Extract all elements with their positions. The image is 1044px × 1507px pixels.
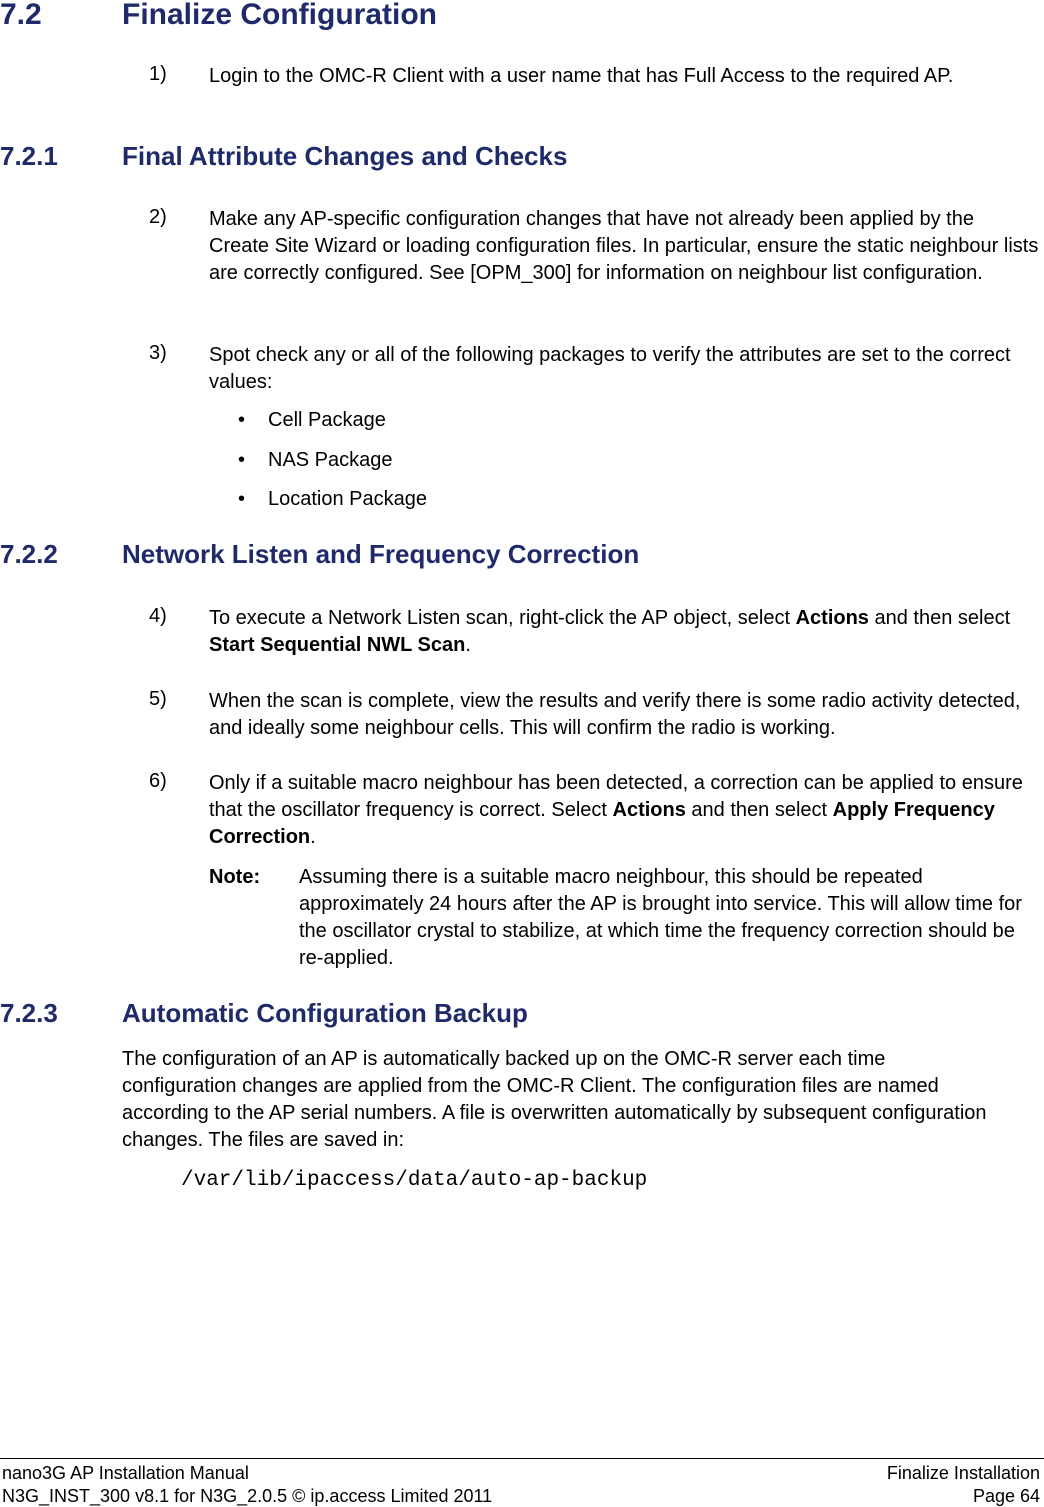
section-number: 7.2 <box>0 0 42 31</box>
step-number: 4) <box>149 605 167 627</box>
step-text: Login to the OMC-R Client with a user name that has Full Access to the required AP. <box>209 65 954 87</box>
step-number: 1) <box>149 63 167 85</box>
bullet-icon: • <box>238 449 246 471</box>
menu-term: Start Sequential NWL Scan <box>209 634 466 656</box>
step-text: When the scan is complete, view the results and verify there is some radio activity detected, and ideally some neighbour cells. This will confirm the radio is working. <box>209 690 1021 739</box>
step-number: 2) <box>149 206 167 228</box>
step-number: 5) <box>149 688 167 710</box>
menu-term: Apply Frequency Correction <box>209 799 995 848</box>
menu-term: Actions <box>612 799 686 821</box>
step-number: 3) <box>149 342 167 364</box>
section-title: Finalize Configuration <box>122 0 437 31</box>
note-label: Note: <box>209 866 261 888</box>
subsection-number: 7.2.3 <box>0 998 58 1028</box>
footer-divider <box>0 1458 1044 1459</box>
list-item: NAS Package <box>268 449 393 471</box>
footer-doc-title: nano3G AP Installation Manual <box>2 1463 249 1483</box>
menu-term: Actions <box>795 607 869 629</box>
body-paragraph: The configuration of an AP is automatically backed up on the OMC-R server each time configuration changes are applied from the OMC-R Client. The configuration files are named according to the AP serial numbers. A file is overwritten automatically by subsequent configuration changes. The files are saved in: <box>122 1048 987 1151</box>
footer-doc-version: N3G_INST_300 v8.1 for N3G_2.0.5 © ip.access Limited 2011 <box>2 1486 493 1506</box>
subsection-title: Automatic Configuration Backup <box>122 998 528 1028</box>
footer-page-number: Page 64 <box>972 1486 1040 1506</box>
step-text: To execute a Network Listen scan, right-click the AP object, select Actions and then select Start Sequential NWL Scan. <box>209 607 1011 656</box>
subsection-title: Network Listen and Frequency Correction <box>122 539 640 569</box>
subsection-number: 7.2.1 <box>0 141 58 171</box>
list-item: Location Package <box>268 488 428 510</box>
bullet-icon: • <box>238 488 246 510</box>
list-item: Cell Package <box>268 409 386 431</box>
step-text: Spot check any or all of the following packages to verify the attributes are set to the correct values: <box>209 344 1011 393</box>
subsection-number: 7.2.2 <box>0 539 58 569</box>
step-text: Make any AP-specific configuration changes that have not already been applied by the Create Site Wizard or loading configuration files. In particular, ensure the static neighbour lists are correctly configured. See [OPM_300] for information on neighbour list configuration. <box>209 208 1039 284</box>
bullet-icon: • <box>238 409 246 431</box>
step-number: 6) <box>149 770 167 792</box>
step-text: Only if a suitable macro neighbour has been detected, a correction can be applied to ensure that the oscillator frequency is correct. Select Actions and then select Apply Frequency Correction. <box>209 772 1023 848</box>
file-path: /var/lib/ipaccess/data/auto-ap-backup <box>181 1169 648 1192</box>
subsection-title: Final Attribute Changes and Checks <box>122 141 568 171</box>
footer-chapter: Finalize Installation <box>886 1463 1040 1483</box>
note-text: Assuming there is a suitable macro neighbour, this should be repeated approximately 24 hours after the AP is brought into service. This will allow time for the oscillator crystal to stabilize, at which time the frequency correction should be re-applied. <box>299 866 1022 969</box>
